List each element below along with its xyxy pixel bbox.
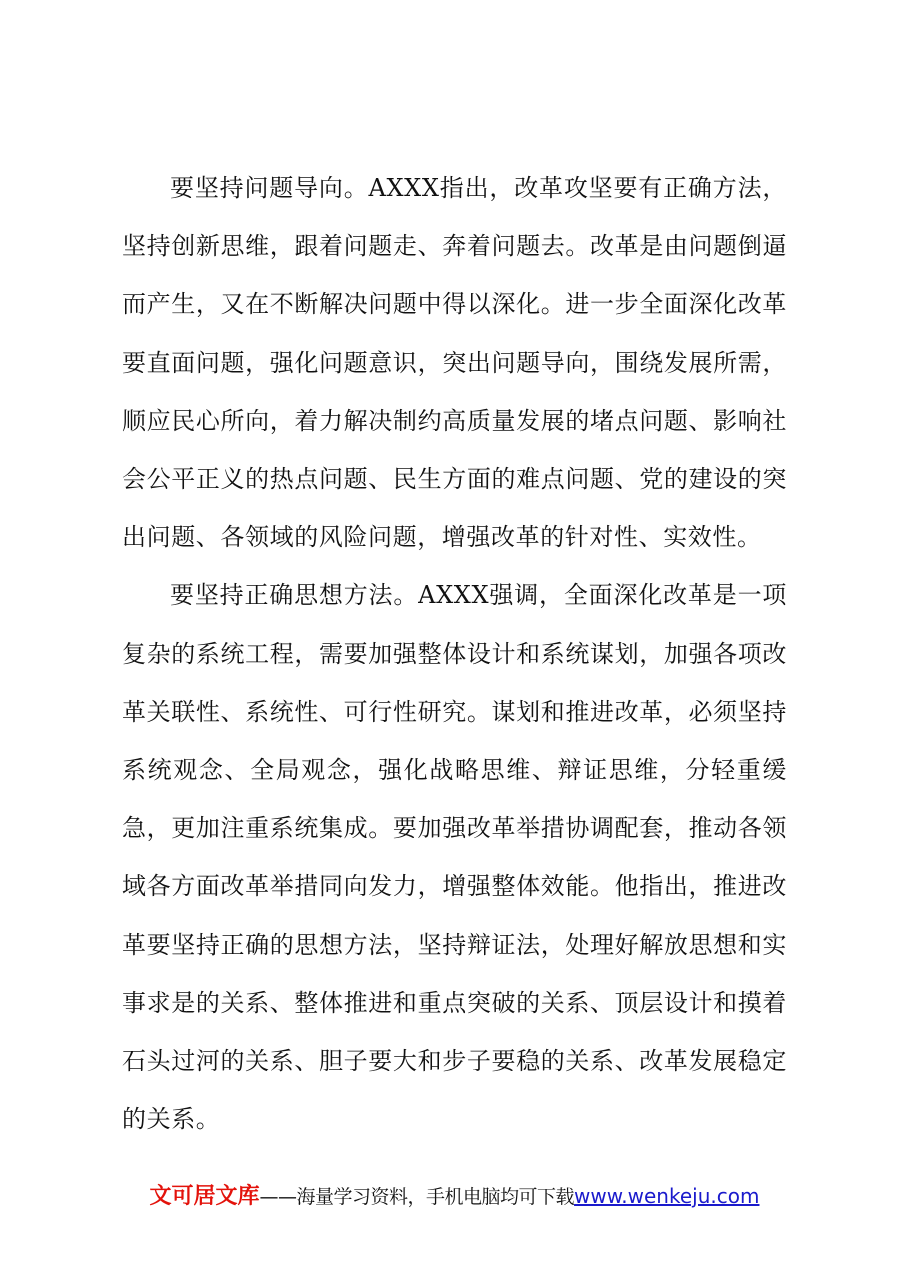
paragraph-problem-orientation: 要坚持问题导向。AXXX指出，改革攻坚要有正确方法，坚持创新思维，跟着问题走、奔着问题去。改革是由问题倒逼而产生，又在不断解决问题中得以深化。进一步全面深化改革要直面问题，强化问题意识，突出问题导向，围绕发展所需，顺应民心所向，着力解决制约高质量发展的堵点问题、影响社会公平正义的热点问题、民生方面的难点问题、党的建设的突出问题、各领域的风险问题，增强改革的针对性、实效性。 [122,174,787,552]
footer-brand: 文可居文库 [149,1184,260,1209]
paragraph-correct-thinking-method: 要坚持正确思想方法。AXXX强调，全面深化改革是一项复杂的系统工程，需要加强整体设计和系统谋划，加强各项改革关联性、系统性、可行性研究。谋划和推进改革，必须坚持系统观念、全局观念，强化战略思维、辩证思维，分轻重缓急，更加注重系统集成。要加强改革举措协调配套，推动各领域各方面改革举措同向发力，增强整体效能。他指出，推进改革要坚持正确的思想方法，坚持辩证法，处理好解放思想和实事求是的关系、整体推进和重点突破的关系、顶层设计和摸着石头过河的关系、胆子要大和步子要稳的关系、改革发展稳定的关系。 [122,581,787,1134]
footer-banner [0,1180,909,1213]
document-body [122,159,787,1148]
footer-website-link[interactable]: www.wenkeju.com [574,1184,760,1208]
footer-slogan: ——海量学习资料，手机电脑均可下载 [259,1186,575,1208]
